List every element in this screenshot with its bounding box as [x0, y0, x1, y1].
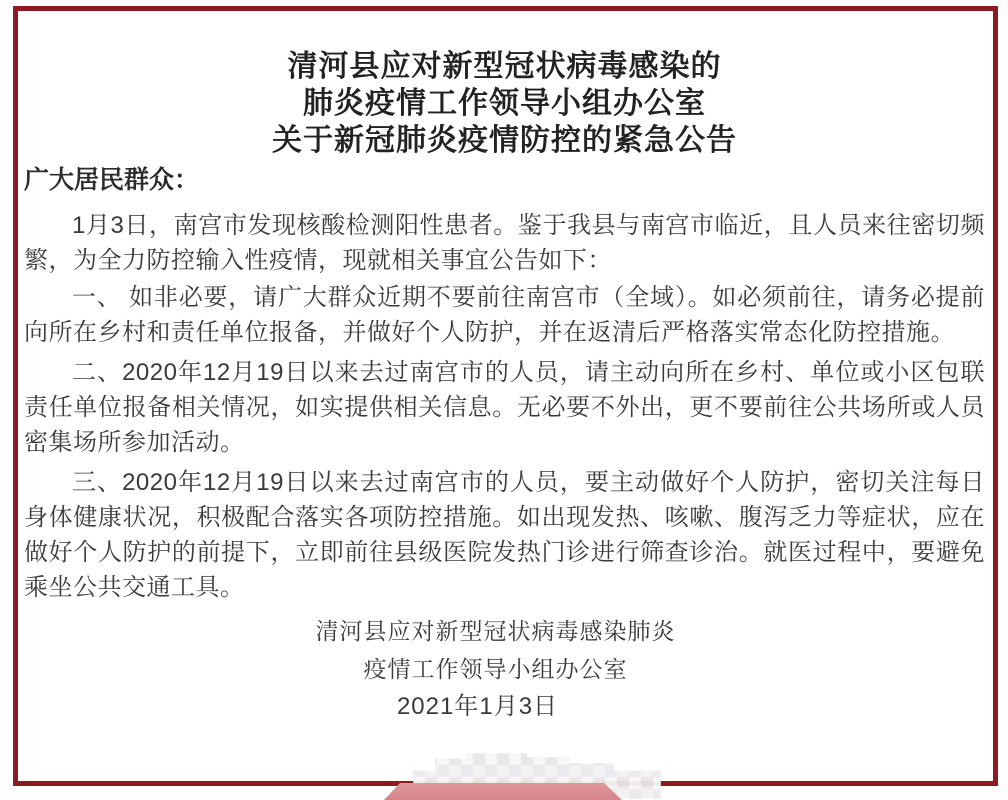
salutation: 广大居民群众：	[24, 166, 200, 194]
signature-line-2: 疫情工作领导小组办公室	[363, 656, 628, 682]
title-line-2: 肺炎疫情工作领导小组办公室	[303, 87, 706, 120]
notice-content	[18, 11, 993, 726]
notice-paragraph-item-1: 一、 如非必要，请广大群众近期不要前往南宫市（全域）。如必须前往，请务必提前向所在乡村和责任单位报备，并做好个人防护，并在返清后严格落实常态化防控措施。	[24, 284, 985, 346]
pink-redaction-watermark	[384, 783, 622, 800]
notice-paragraph-intro: 1月3日，南宫市发现核酸检测阳性患者。鉴于我县与南宫市临近，且人员来往密切频繁，为全力防控输入性疫情，现就相关事宜公告如下：	[24, 212, 985, 274]
notice-date: 2021年1月3日	[396, 693, 559, 720]
title-line-1: 清河县应对新型冠状病毒感染的	[287, 50, 722, 83]
notice-paragraph-item-3: 三、2020年12月19日以来去过南宫市的人员，要主动做好个人防护，密切关注每日身体健康状况，积极配合落实各项防控措施。如出现发热、咳嗽、腹泻乏力等症状，应在做好个人防护的前提下，立即前往县级医院发热门诊进行筛查诊治。就医过程中，要避免乘坐公共交通工具。	[24, 469, 985, 601]
signature-line-1: 清河县应对新型冠状病毒感染肺炎	[315, 618, 676, 644]
notice-paragraph-item-2: 二、2020年12月19日以来去过南宫市的人员，请主动向所在乡村、单位或小区包联责任单位报备相关情况，如实提供相关信息。无必要不外出，更不要前往公共场所或人员密集场所参加活动。	[24, 359, 985, 456]
signature-block	[15, 612, 976, 688]
title-line-3: 关于新冠肺炎疫情防控的紧急公告	[272, 124, 737, 157]
red-border-frame	[13, 6, 998, 786]
notice-title	[24, 48, 985, 159]
